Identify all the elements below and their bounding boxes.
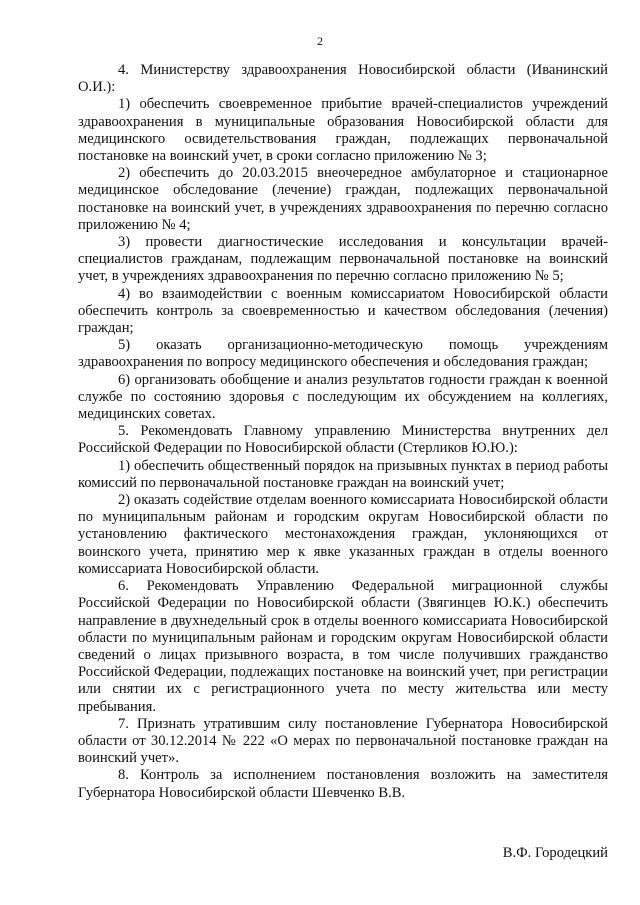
paragraph-4-2: 2) обеспечить до 20.03.2015 внеочередное амбулаторное и стационарное медицинское обследование (лечение) граждан, подлежащих первоначальной постановке на воинский учет, в учреждениях здравоохранения по перечню согласно приложению № 4; [78,165,608,233]
paragraph-5-interior-ministry: 5. Рекомендовать Главному управлению Министерства внутренних дел Российской Федерации по Новосибирской области (Стерликов Ю.Ю.): [78,423,608,457]
paragraph-4-ministry-health: 4. Министерству здравоохранения Новосибирской области (Иванинский О.И.): [78,62,608,96]
document-body [78,62,608,802]
paragraph-8-control: 8. Контроль за исполнением постановления возложить на заместителя Губернатора Новосибирской области Шевченко В.В. [78,767,608,801]
paragraph-4-5: 5) оказать организационно-методическую помощь учреждениям здравоохранения по вопросу медицинского обеспечения и обследования граждан; [78,337,608,371]
paragraph-4-3: 3) провести диагностические исследования и консультации врачей-специалистов гражданам, подлежащим первоначальной постановке на воинский учет, в учреждениях здравоохранения по перечню согласно приложению № 5; [78,234,608,285]
paragraph-4-1: 1) обеспечить своевременное прибытие врачей-специалистов учреждений здравоохранения в муниципальные образования Новосибирской области для медицинского освидетельствования граждан, подлежащих первоначальной постановке на воинский учет, в сроки согласно приложению № 3; [78,96,608,165]
paragraph-5-1: 1) обеспечить общественный порядок на призывных пунктах в период работы комиссий по первоначальной постановке граждан на воинский учет; [78,457,608,491]
paragraph-4-6: 6) организовать обобщение и анализ результатов годности граждан к военной службе по состоянию здоровья с последующим их обсуждением на коллегиях, медицинских советах. [78,371,608,423]
paragraph-5-2: 2) оказать содействие отделам военного комиссариата Новосибирской области по муниципальным районам и городским округам Новосибирской области по установлению фактического местонахождения граждан, уклоняющихся от воинского учета, принятию мер к явке указанных граждан в отделы военного комиссариата Новосибирской области. [78,492,608,577]
signature-name: В.Ф. Городецкий [502,845,608,861]
paragraph-4-4: 4) во взаимодействии с военным комиссариатом Новосибирской области обеспечить контроль за своевременностью и качеством обследования (лечения) граждан; [78,285,608,337]
page-number: 2 [317,34,323,48]
paragraph-7-repeal: 7. Признать утратившим силу постановление Губернатора Новосибирской области от 30.12.2014 № 222 «О мерах по первоначальной постановке граждан на воинский учет». [78,715,608,767]
paragraph-6-migration-service: 6. Рекомендовать Управлению Федеральной миграционной службы Российской Федерации по Новосибирской области (Звягинцев Ю.К.) обеспечить направление в двухнедельный срок в отделы военного комиссариата Новосибирской области по муниципальным районам и городским округам Новосибирской области сведений о лицах призывного возраста, в том числе получивших гражданство Российской Федерации, подлежащих постановке на воинский учет, при регистрации или снятии их с регистрационного учета по месту жительства или месту пребывания. [78,578,608,715]
